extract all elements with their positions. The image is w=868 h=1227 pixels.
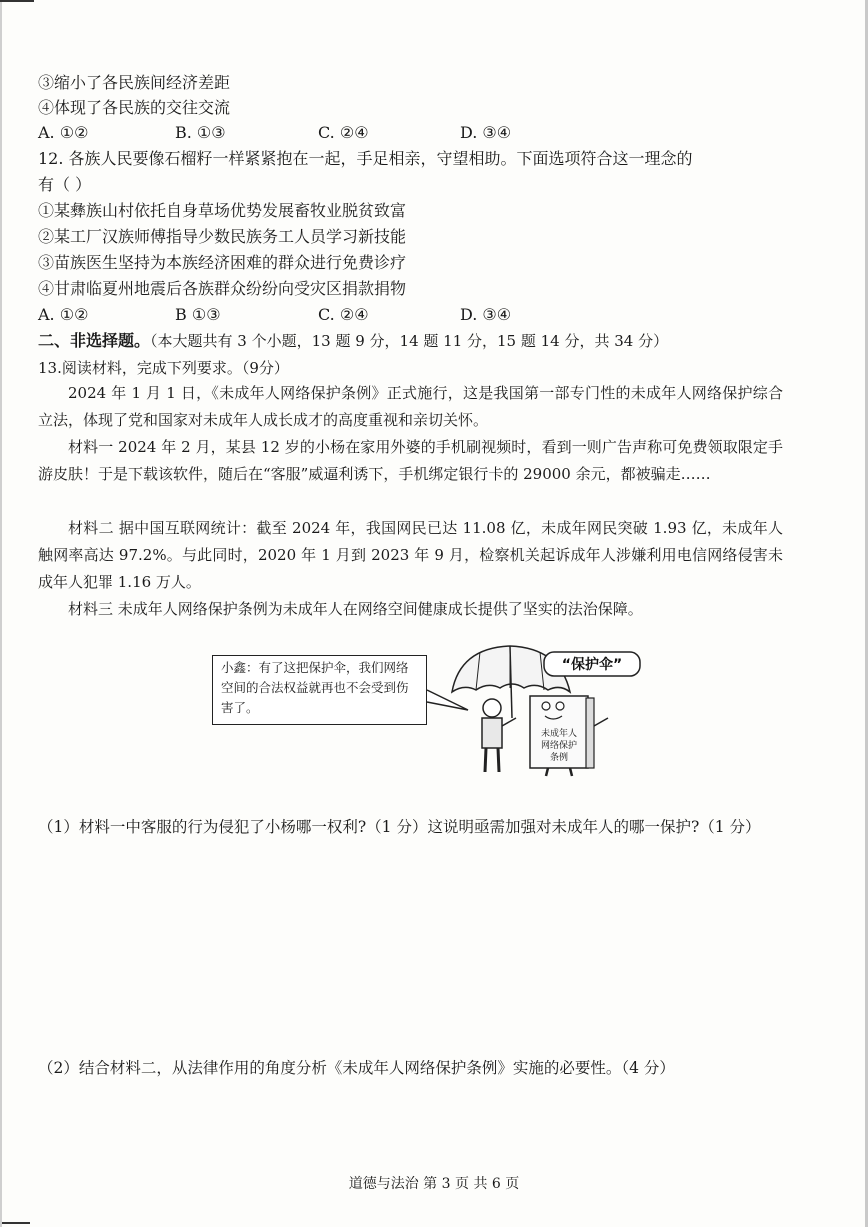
cartoon-illustration [420, 640, 660, 780]
book-title-line-3: 条例 [549, 753, 569, 763]
book-title-line-1: 未成年人 [540, 729, 578, 739]
q12-item-2: ②某工厂汉族师傅指导少数民族务工人员学习新技能 [38, 227, 407, 246]
book-title-line-2: 网络保护 [540, 741, 578, 751]
q13-material-3: 材料三 未成年人网络保护条例为未成年人在网络空间健康成长提供了坚实的法治保障。 [68, 600, 643, 618]
q11-option-d: D. ③④ [460, 123, 512, 142]
q12-option-a: A. ①② [38, 305, 89, 324]
q13-title: 13.阅读材料，完成下列要求。（9分） [38, 359, 289, 377]
q11-option-c: C. ②④ [318, 123, 369, 142]
speech-pointer [427, 690, 468, 710]
child-figure [482, 699, 516, 772]
q12-option-c: C. ②④ [318, 305, 369, 324]
q11-option-a: A. ①② [38, 123, 89, 142]
page-footer: 道德与法治 第 3 页 共 6 页 [348, 1176, 520, 1192]
section-2-heading: 二、非选择题。 [38, 331, 151, 350]
q11-option-b: B. ①③ [175, 123, 226, 142]
q11-item-4: ④体现了各民族的交往交流 [38, 98, 231, 117]
q11-options [38, 123, 598, 143]
q11-item-3: ③缩小了各民族间经济差距 [38, 73, 231, 92]
scan-mark-bottom [2, 1222, 30, 1224]
q12-option-b: B ①③ [175, 305, 221, 324]
q12-item-1: ①某彝族山村依托自身草场优势发展畜牧业脱贫致富 [38, 201, 407, 220]
q13-material-1: 材料一 2024 年 2 月，某县 12 岁的小杨在家用外婆的手机刷视频时，看到一则广告声称可免费领取限定手游皮肤！于是下载该软件，随后在“客服”威逼利诱下，手机绑定银行卡的 29000 余元，都被骗走…… [38, 438, 783, 483]
umbrella-label: “保护伞” [561, 657, 623, 673]
q13-sub-question-1: （1）材料一中客服的行为侵犯了小杨哪一权利?（1 分）这说明亟需加强对未成年人的哪一保护?（1 分） [38, 818, 761, 836]
q12-stem-line-2: 有（ ） [38, 175, 92, 194]
q12-option-d: D. ③④ [460, 305, 512, 324]
q12-item-3: ③苗族医生坚持为本族经济困难的群众进行免费诊疗 [38, 253, 407, 272]
scan-edge-left [0, 0, 2, 1227]
section-2-note: （本大题共有 3 个小题，13 题 9 分，14 题 11 分，15 题 14 分，共 34 分） [150, 332, 669, 350]
law-book-character [530, 696, 608, 776]
scan-mark-top [0, 0, 34, 2]
q12-options [38, 305, 598, 325]
q13-intro: 2024 年 1 月 1 日，《未成年人网络保护条例》正式施行，这是我国第一部专门性的未成年人网络保护综合立法，体现了党和国家对未成年人成长成才的高度重视和亲切关怀。 [38, 384, 783, 429]
cartoon-speech-box: 小鑫：有了这把保护伞，我们网络空间的合法权益就再也不会受到伤害了。 [212, 655, 427, 725]
section-2-header [38, 331, 668, 351]
q13-material-2: 材料二 据中国互联网统计：截至 2024 年，我国网民已达 11.08 亿，未成年网民突破 1.93 亿，未成年人触网率高达 97.2%。与此同时，2020 年 1 月到 2023 年 9 月，检察机关起诉成年人涉嫌利用电信网络侵害未成年人犯罪 1.16 万人。 [38, 519, 784, 591]
q13-sub-question-2: （2）结合材料二，从法律作用的角度分析《未成年人网络保护条例》实施的必要性。（4 分） [38, 1059, 675, 1077]
q12-stem-line-1: 12. 各族人民要像石榴籽一样紧紧抱在一起，手足相亲，守望相助。下面选项符合这一理念的 [38, 149, 693, 168]
q12-item-4: ④甘肃临夏州地震后各族群众纷纷向受灾区捐款捐物 [38, 279, 407, 298]
